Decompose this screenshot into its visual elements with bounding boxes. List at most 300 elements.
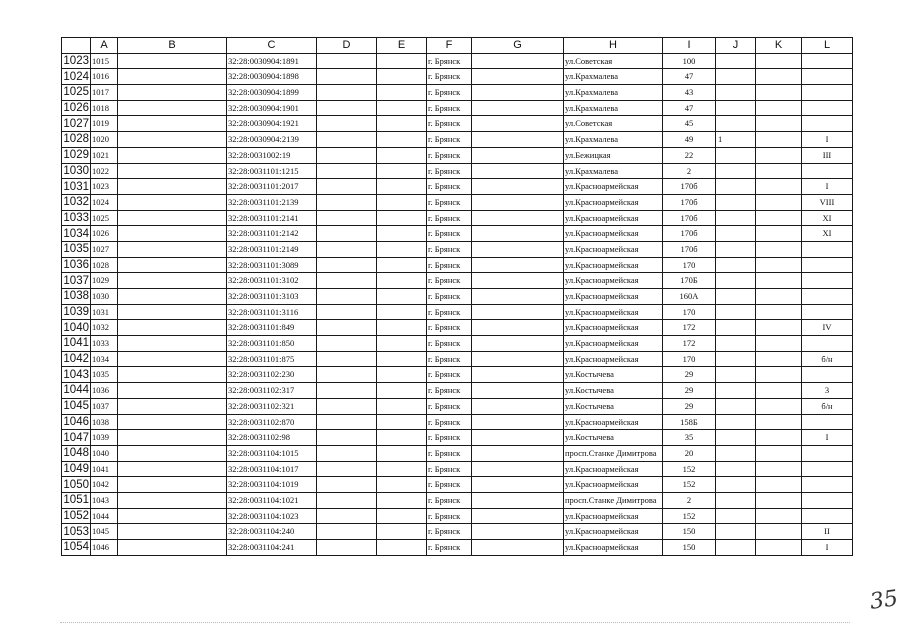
cell-f[interactable]: г. Брянск (427, 241, 472, 257)
cell-h[interactable]: ул.Советская (564, 53, 663, 69)
cell-g[interactable] (472, 226, 564, 242)
cell-l[interactable]: XI (802, 226, 853, 242)
cell-g[interactable] (472, 179, 564, 195)
cell-k[interactable] (756, 132, 802, 148)
cell-b[interactable] (118, 273, 227, 289)
cell-i[interactable]: 170 (663, 257, 716, 273)
cell-a[interactable]: 1020 (91, 132, 118, 148)
cell-f[interactable]: г. Брянск (427, 53, 472, 69)
cell-a[interactable]: 1032 (91, 320, 118, 336)
cell-i[interactable]: 172 (663, 320, 716, 336)
cell-a[interactable]: 1021 (91, 147, 118, 163)
cell-k[interactable] (756, 461, 802, 477)
row-number-cell[interactable]: 1025 (63, 86, 89, 99)
cell-i[interactable]: 2 (663, 163, 716, 179)
cell-h[interactable]: ул.Костычева (564, 430, 663, 446)
row-number-cell[interactable]: 1030 (63, 164, 89, 177)
cell-f[interactable]: г. Брянск (427, 320, 472, 336)
cell-c[interactable]: 32:28:0031101:875 (227, 351, 317, 367)
cell-g[interactable] (472, 163, 564, 179)
cell-c[interactable]: 32:28:0031104:240 (227, 524, 317, 540)
cell-l[interactable]: III (802, 147, 853, 163)
cell-d[interactable] (317, 430, 377, 446)
cell-h[interactable]: ул.Красноармейская (564, 226, 663, 242)
cell-g[interactable] (472, 100, 564, 116)
cell-a[interactable]: 1036 (91, 383, 118, 399)
cell-j[interactable] (716, 398, 756, 414)
cell-f[interactable]: г. Брянск (427, 398, 472, 414)
cell-b[interactable] (118, 304, 227, 320)
cell-a[interactable]: 1019 (91, 116, 118, 132)
cell-c[interactable]: 32:28:0031102:321 (227, 398, 317, 414)
cell-d[interactable] (317, 241, 377, 257)
cell-b[interactable] (118, 492, 227, 508)
cell-g[interactable] (472, 194, 564, 210)
cell-b[interactable] (118, 53, 227, 69)
row-number-cell[interactable]: 1052 (63, 509, 89, 522)
cell-f[interactable]: г. Брянск (427, 351, 472, 367)
cell-j[interactable] (716, 210, 756, 226)
cell-a[interactable]: 1017 (91, 85, 118, 101)
cell-e[interactable] (377, 414, 427, 430)
cell-l[interactable]: 3 (802, 383, 853, 399)
cell-h[interactable]: ул.Красноармейская (564, 508, 663, 524)
cell-d[interactable] (317, 304, 377, 320)
cell-a[interactable]: 1041 (91, 461, 118, 477)
cell-h[interactable]: ул.Красноармейская (564, 351, 663, 367)
cell-l[interactable]: I (802, 430, 853, 446)
cell-e[interactable] (377, 289, 427, 305)
cell-e[interactable] (377, 241, 427, 257)
column-header-d[interactable]: D (317, 38, 377, 54)
cell-i[interactable]: 152 (663, 477, 716, 493)
cell-k[interactable] (756, 445, 802, 461)
cell-g[interactable] (472, 320, 564, 336)
cell-h[interactable]: ул.Крахмалева (564, 100, 663, 116)
cell-b[interactable] (118, 257, 227, 273)
cell-c[interactable]: 32:28:0031101:2139 (227, 194, 317, 210)
cell-f[interactable]: г. Брянск (427, 430, 472, 446)
cell-b[interactable] (118, 461, 227, 477)
cell-d[interactable] (317, 398, 377, 414)
cell-j[interactable] (716, 336, 756, 352)
cell-k[interactable] (756, 85, 802, 101)
cell-l[interactable] (802, 69, 853, 85)
cell-d[interactable] (317, 445, 377, 461)
row-number-cell[interactable]: 1046 (63, 415, 89, 428)
cell-f[interactable]: г. Брянск (427, 100, 472, 116)
cell-a[interactable]: 1039 (91, 430, 118, 446)
cell-b[interactable] (118, 351, 227, 367)
cell-a[interactable]: 1038 (91, 414, 118, 430)
cell-i[interactable]: 170б (663, 241, 716, 257)
cell-b[interactable] (118, 508, 227, 524)
cell-b[interactable] (118, 289, 227, 305)
row-number-cell[interactable]: 1033 (63, 211, 89, 224)
cell-b[interactable] (118, 147, 227, 163)
cell-c[interactable]: 32:28:0031102:317 (227, 383, 317, 399)
cell-j[interactable] (716, 100, 756, 116)
cell-j[interactable] (716, 367, 756, 383)
cell-a[interactable]: 1024 (91, 194, 118, 210)
cell-j[interactable] (716, 414, 756, 430)
cell-i[interactable]: 29 (663, 367, 716, 383)
cell-b[interactable] (118, 116, 227, 132)
cell-j[interactable] (716, 194, 756, 210)
cell-g[interactable] (472, 383, 564, 399)
cell-b[interactable] (118, 179, 227, 195)
cell-h[interactable]: ул.Крахмалева (564, 85, 663, 101)
cell-f[interactable]: г. Брянск (427, 132, 472, 148)
cell-l[interactable]: IV (802, 320, 853, 336)
cell-k[interactable] (756, 289, 802, 305)
row-number-cell[interactable]: 1045 (63, 400, 89, 413)
cell-j[interactable] (716, 477, 756, 493)
cell-e[interactable] (377, 367, 427, 383)
cell-e[interactable] (377, 383, 427, 399)
cell-d[interactable] (317, 320, 377, 336)
cell-h[interactable]: ул.Советская (564, 116, 663, 132)
cell-h[interactable]: ул.Красноармейская (564, 241, 663, 257)
cell-i[interactable]: 170Б (663, 273, 716, 289)
cell-g[interactable] (472, 477, 564, 493)
cell-l[interactable] (802, 53, 853, 69)
cell-h[interactable]: ул.Крахмалева (564, 163, 663, 179)
row-number-cell[interactable]: 1047 (63, 431, 89, 444)
cell-h[interactable]: просп.Станке Димитрова (564, 445, 663, 461)
cell-b[interactable] (118, 383, 227, 399)
row-number-cell[interactable]: 1043 (63, 368, 89, 381)
cell-k[interactable] (756, 257, 802, 273)
cell-d[interactable] (317, 85, 377, 101)
cell-k[interactable] (756, 367, 802, 383)
cell-f[interactable]: г. Брянск (427, 163, 472, 179)
cell-j[interactable] (716, 304, 756, 320)
cell-h[interactable]: ул.Красноармейская (564, 524, 663, 540)
cell-j[interactable] (716, 445, 756, 461)
cell-a[interactable]: 1033 (91, 336, 118, 352)
cell-j[interactable] (716, 320, 756, 336)
cell-g[interactable] (472, 210, 564, 226)
cell-h[interactable]: ул.Красноармейская (564, 540, 663, 556)
cell-h[interactable]: ул.Бежицкая (564, 147, 663, 163)
column-header-i[interactable]: I (663, 38, 716, 54)
cell-l[interactable] (802, 508, 853, 524)
cell-e[interactable] (377, 336, 427, 352)
cell-l[interactable] (802, 163, 853, 179)
cell-i[interactable]: 170б (663, 210, 716, 226)
cell-h[interactable]: ул.Красноармейская (564, 461, 663, 477)
cell-h[interactable]: ул.Красноармейская (564, 414, 663, 430)
cell-k[interactable] (756, 53, 802, 69)
cell-k[interactable] (756, 351, 802, 367)
cell-f[interactable]: г. Брянск (427, 210, 472, 226)
cell-b[interactable] (118, 367, 227, 383)
cell-e[interactable] (377, 53, 427, 69)
cell-j[interactable] (716, 273, 756, 289)
cell-f[interactable]: г. Брянск (427, 492, 472, 508)
cell-k[interactable] (756, 163, 802, 179)
cell-h[interactable]: ул.Красноармейская (564, 336, 663, 352)
cell-b[interactable] (118, 336, 227, 352)
cell-l[interactable]: II (802, 524, 853, 540)
cell-b[interactable] (118, 430, 227, 446)
cell-f[interactable]: г. Брянск (427, 147, 472, 163)
cell-k[interactable] (756, 524, 802, 540)
cell-i[interactable]: 43 (663, 85, 716, 101)
cell-j[interactable] (716, 508, 756, 524)
cell-c[interactable]: 32:28:0031101:3089 (227, 257, 317, 273)
cell-e[interactable] (377, 304, 427, 320)
cell-i[interactable]: 170б (663, 226, 716, 242)
cell-l[interactable] (802, 414, 853, 430)
cell-k[interactable] (756, 414, 802, 430)
cell-d[interactable] (317, 100, 377, 116)
cell-l[interactable] (802, 85, 853, 101)
cell-i[interactable]: 22 (663, 147, 716, 163)
cell-e[interactable] (377, 210, 427, 226)
cell-d[interactable] (317, 367, 377, 383)
cell-d[interactable] (317, 226, 377, 242)
cell-g[interactable] (472, 430, 564, 446)
cell-l[interactable]: б/н (802, 398, 853, 414)
cell-c[interactable]: 32:28:0031101:2142 (227, 226, 317, 242)
column-header-e[interactable]: E (377, 38, 427, 54)
column-header-f[interactable]: F (427, 38, 472, 54)
cell-c[interactable]: 32:28:0031101:3102 (227, 273, 317, 289)
cell-i[interactable]: 29 (663, 383, 716, 399)
cell-f[interactable]: г. Брянск (427, 116, 472, 132)
cell-j[interactable] (716, 524, 756, 540)
cell-g[interactable] (472, 132, 564, 148)
cell-k[interactable] (756, 179, 802, 195)
cell-k[interactable] (756, 477, 802, 493)
cell-b[interactable] (118, 398, 227, 414)
cell-l[interactable] (802, 336, 853, 352)
cell-j[interactable] (716, 85, 756, 101)
cell-k[interactable] (756, 304, 802, 320)
cell-e[interactable] (377, 492, 427, 508)
cell-f[interactable]: г. Брянск (427, 461, 472, 477)
cell-i[interactable]: 172 (663, 336, 716, 352)
cell-b[interactable] (118, 477, 227, 493)
cell-l[interactable] (802, 241, 853, 257)
cell-f[interactable]: г. Брянск (427, 508, 472, 524)
cell-i[interactable]: 170б (663, 194, 716, 210)
cell-j[interactable]: 1 (716, 132, 756, 148)
cell-e[interactable] (377, 116, 427, 132)
cell-b[interactable] (118, 241, 227, 257)
cell-c[interactable]: 32:28:0030904:2139 (227, 132, 317, 148)
cell-k[interactable] (756, 147, 802, 163)
cell-b[interactable] (118, 163, 227, 179)
cell-f[interactable]: г. Брянск (427, 273, 472, 289)
row-number-cell[interactable]: 1034 (63, 227, 89, 240)
column-header-j[interactable]: J (716, 38, 756, 54)
cell-f[interactable]: г. Брянск (427, 524, 472, 540)
cell-l[interactable] (802, 461, 853, 477)
cell-i[interactable]: 170 (663, 351, 716, 367)
cell-g[interactable] (472, 53, 564, 69)
cell-h[interactable]: ул.Красноармейская (564, 304, 663, 320)
cell-k[interactable] (756, 430, 802, 446)
cell-h[interactable]: ул.Костычева (564, 367, 663, 383)
cell-d[interactable] (317, 210, 377, 226)
cell-b[interactable] (118, 132, 227, 148)
cell-k[interactable] (756, 336, 802, 352)
cell-e[interactable] (377, 351, 427, 367)
column-header-a[interactable]: A (91, 38, 118, 54)
cell-j[interactable] (716, 430, 756, 446)
cell-c[interactable]: 32:28:0030904:1921 (227, 116, 317, 132)
cell-d[interactable] (317, 257, 377, 273)
cell-g[interactable] (472, 241, 564, 257)
cell-a[interactable]: 1035 (91, 367, 118, 383)
cell-e[interactable] (377, 320, 427, 336)
row-number-cell[interactable]: 1032 (63, 196, 89, 209)
cell-k[interactable] (756, 100, 802, 116)
cell-h[interactable]: ул.Костычева (564, 398, 663, 414)
cell-d[interactable] (317, 383, 377, 399)
row-number-cell[interactable]: 1053 (63, 525, 89, 538)
cell-k[interactable] (756, 69, 802, 85)
cell-c[interactable]: 32:28:0030904:1901 (227, 100, 317, 116)
cell-b[interactable] (118, 210, 227, 226)
cell-e[interactable] (377, 257, 427, 273)
cell-f[interactable]: г. Брянск (427, 257, 472, 273)
cell-g[interactable] (472, 289, 564, 305)
cell-k[interactable] (756, 540, 802, 556)
cell-f[interactable]: г. Брянск (427, 226, 472, 242)
cell-d[interactable] (317, 116, 377, 132)
cell-g[interactable] (472, 336, 564, 352)
cell-j[interactable] (716, 147, 756, 163)
cell-j[interactable] (716, 116, 756, 132)
cell-l[interactable] (802, 492, 853, 508)
column-header-b[interactable]: B (118, 38, 227, 54)
cell-i[interactable]: 170 (663, 304, 716, 320)
cell-e[interactable] (377, 100, 427, 116)
row-number-cell[interactable]: 1048 (63, 447, 89, 460)
cell-e[interactable] (377, 69, 427, 85)
cell-d[interactable] (317, 147, 377, 163)
cell-g[interactable] (472, 147, 564, 163)
column-header-c[interactable]: C (227, 38, 317, 54)
cell-c[interactable]: 32:28:0031101:1215 (227, 163, 317, 179)
cell-c[interactable]: 32:28:0031101:2149 (227, 241, 317, 257)
cell-i[interactable]: 170б (663, 179, 716, 195)
cell-b[interactable] (118, 226, 227, 242)
cell-g[interactable] (472, 273, 564, 289)
cell-d[interactable] (317, 273, 377, 289)
cell-g[interactable] (472, 524, 564, 540)
cell-d[interactable] (317, 477, 377, 493)
cell-a[interactable]: 1031 (91, 304, 118, 320)
cell-g[interactable] (472, 461, 564, 477)
cell-e[interactable] (377, 461, 427, 477)
cell-i[interactable]: 160А (663, 289, 716, 305)
cell-a[interactable]: 1044 (91, 508, 118, 524)
row-number-cell[interactable]: 1040 (63, 321, 89, 334)
column-header-l[interactable]: L (802, 38, 853, 54)
cell-i[interactable]: 20 (663, 445, 716, 461)
column-header-h[interactable]: H (564, 38, 663, 54)
cell-c[interactable]: 32:28:0031104:1017 (227, 461, 317, 477)
cell-j[interactable] (716, 289, 756, 305)
cell-l[interactable]: I (802, 540, 853, 556)
cell-f[interactable]: г. Брянск (427, 477, 472, 493)
row-number-cell[interactable]: 1028 (63, 133, 89, 146)
cell-k[interactable] (756, 383, 802, 399)
cell-e[interactable] (377, 85, 427, 101)
cell-d[interactable] (317, 53, 377, 69)
cell-a[interactable]: 1022 (91, 163, 118, 179)
cell-l[interactable]: VIII (802, 194, 853, 210)
cell-l[interactable] (802, 289, 853, 305)
cell-j[interactable] (716, 540, 756, 556)
cell-a[interactable]: 1015 (91, 53, 118, 69)
cell-g[interactable] (472, 540, 564, 556)
cell-e[interactable] (377, 147, 427, 163)
row-number-cell[interactable]: 1050 (63, 478, 89, 491)
cell-c[interactable]: 32:28:0031101:849 (227, 320, 317, 336)
cell-j[interactable] (716, 351, 756, 367)
cell-a[interactable]: 1037 (91, 398, 118, 414)
cell-g[interactable] (472, 445, 564, 461)
cell-b[interactable] (118, 445, 227, 461)
cell-d[interactable] (317, 179, 377, 195)
cell-d[interactable] (317, 540, 377, 556)
cell-f[interactable]: г. Брянск (427, 414, 472, 430)
cell-b[interactable] (118, 69, 227, 85)
cell-h[interactable]: ул.Красноармейская (564, 179, 663, 195)
cell-f[interactable]: г. Брянск (427, 194, 472, 210)
cell-k[interactable] (756, 116, 802, 132)
row-number-cell[interactable]: 1026 (63, 102, 89, 115)
cell-i[interactable]: 47 (663, 69, 716, 85)
corner-cell[interactable] (62, 38, 91, 54)
cell-e[interactable] (377, 163, 427, 179)
cell-k[interactable] (756, 241, 802, 257)
cell-a[interactable]: 1027 (91, 241, 118, 257)
cell-j[interactable] (716, 383, 756, 399)
cell-a[interactable]: 1018 (91, 100, 118, 116)
cell-c[interactable]: 32:28:0031101:850 (227, 336, 317, 352)
cell-f[interactable]: г. Брянск (427, 336, 472, 352)
column-header-k[interactable]: K (756, 38, 802, 54)
cell-c[interactable]: 32:28:0031101:3116 (227, 304, 317, 320)
cell-e[interactable] (377, 477, 427, 493)
cell-d[interactable] (317, 461, 377, 477)
cell-j[interactable] (716, 226, 756, 242)
cell-d[interactable] (317, 524, 377, 540)
cell-a[interactable]: 1045 (91, 524, 118, 540)
cell-d[interactable] (317, 132, 377, 148)
cell-a[interactable]: 1016 (91, 69, 118, 85)
cell-l[interactable]: XI (802, 210, 853, 226)
cell-j[interactable] (716, 492, 756, 508)
cell-h[interactable]: ул.Красноармейская (564, 194, 663, 210)
cell-c[interactable]: 32:28:0031104:1021 (227, 492, 317, 508)
cell-f[interactable]: г. Брянск (427, 179, 472, 195)
row-number-cell[interactable]: 1029 (63, 149, 89, 162)
cell-d[interactable] (317, 194, 377, 210)
cell-d[interactable] (317, 163, 377, 179)
row-number-cell[interactable]: 1035 (63, 243, 89, 256)
cell-j[interactable] (716, 241, 756, 257)
cell-l[interactable] (802, 445, 853, 461)
cell-h[interactable]: ул.Крахмалева (564, 132, 663, 148)
